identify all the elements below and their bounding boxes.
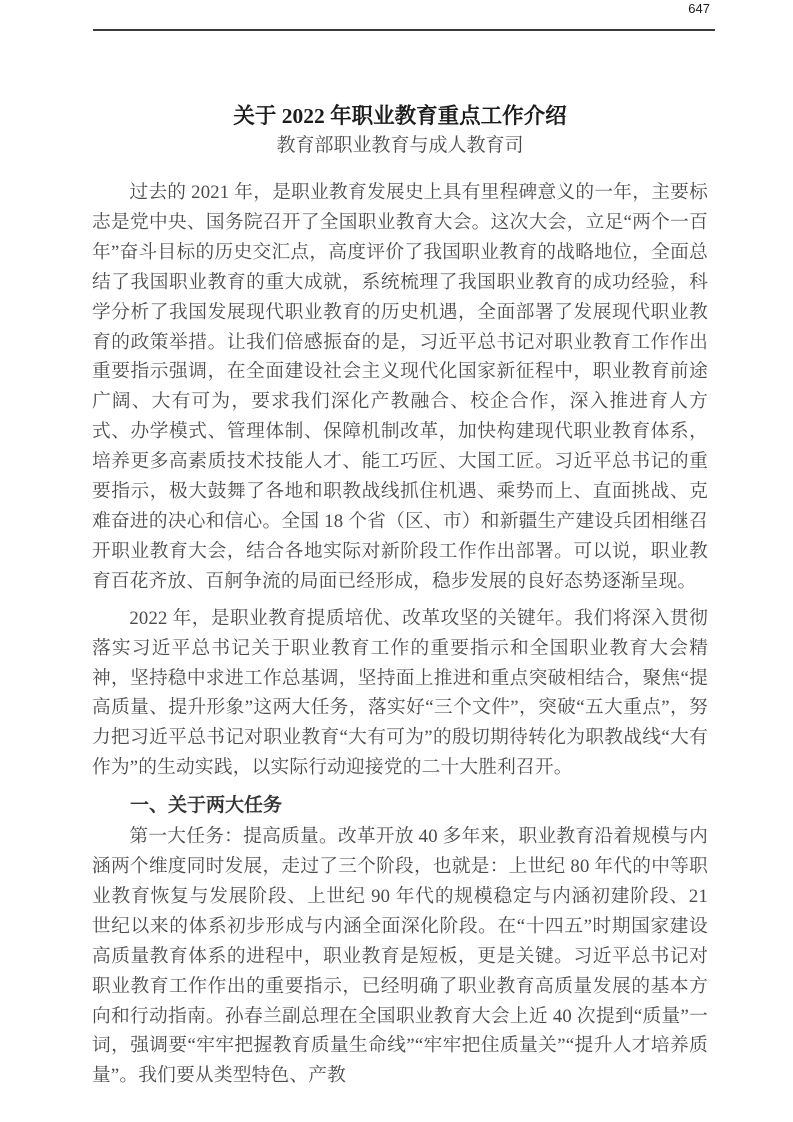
page-number: 647 (688, 1, 710, 16)
paragraph-first-task-quality: 第一大任务：提高质量。改革开放 40 多年来，职业教育沿着规模与内涵两个维度同时发展，走过了三个阶段，也就是：上世纪 80 年代的中等职业教育恢复与发展阶段、上世纪 90 年代的规模稳定与内涵初建阶段、21 世纪以来的体系初步形成与内涵全面深化阶段。在“十四五”时期国家建设高质量教育体系的进程中，职业教育是短板，更是关键。习近平总书记对职业教育工作作出的重要指示，已经明确了职业教育高质量发展的基本方向和行动指南。孙春兰副总理在全国职业教育大会上近 40 次提到“质量”一词，强调要“牢牢把握教育质量生命线”“牢牢把住质量关”“提升人才培养质量”。我们要从类型特色、产教 (92, 826, 708, 1087)
paragraph-outlook-2022: 2022 年，是职业教育提质培优、改革攻坚的关键年。我们将深入贯彻落实习近平总书记关于职业教育工作的重要指示和全国职业教育大会精神，坚持稳中求进工作总基调，坚持面上推进和重点突破相结合，聚焦“提高质量、提升形象”这两大任务，落实好“三个文件”，突破“五大重点”，努力把习近平总书记对职业教育“大有可为”的殷切期待转化为职教战线“大有作为”的生动实践，以实际行动迎接党的二十大胜利召开。 (92, 607, 708, 779)
document-byline: 教育部职业教育与成人教育司 (276, 135, 524, 156)
document-content (92, 0, 708, 1091)
document-title: 关于 2022 年职业教育重点工作介绍 (233, 104, 567, 128)
section-heading-two-tasks: 一、关于两大任务 (130, 795, 283, 817)
document-body (92, 178, 708, 1091)
paragraph-intro-2021: 过去的 2021 年，是职业教育发展史上具有里程碑意义的一年，主要标志是党中央、国务院召开了全国职业教育大会。这次大会，立足“两个一百年”奋斗目标的历史交汇点，高度评价了我国职业教育的战略地位，全面总结了我国职业教育的重大成就，系统梳理了我国职业教育的成功经验，科学分析了我国发展现代职业教育的历史机遇，全面部署了发展现代职业教育的政策举措。让我们倍感振奋的是，习近平总书记对职业教育工作作出重要指示强调，在全面建设社会主义现代化国家新征程中，职业教育前途广阔、大有可为，要求我们深化产教融合、校企合作，深入推进育人方式、办学模式、管理体制、保障机制改革，加快构建现代职业教育体系，培养更多高素质技术技能人才、能工巧匠、大国工匠。习近平总书记的重要指示，极大鼓舞了各地和职教战线抓住机遇、乘势而上、直面挑战、克难奋进的决心和信心。全国 18 个省（区、市）和新疆生产建设兵团相继召开职业教育大会，结合各地实际对新阶段工作作出部署。可以说，职业教育百花齐放、百舸争流的局面已经形成，稳步发展的良好态势逐渐呈现。 (92, 182, 708, 592)
